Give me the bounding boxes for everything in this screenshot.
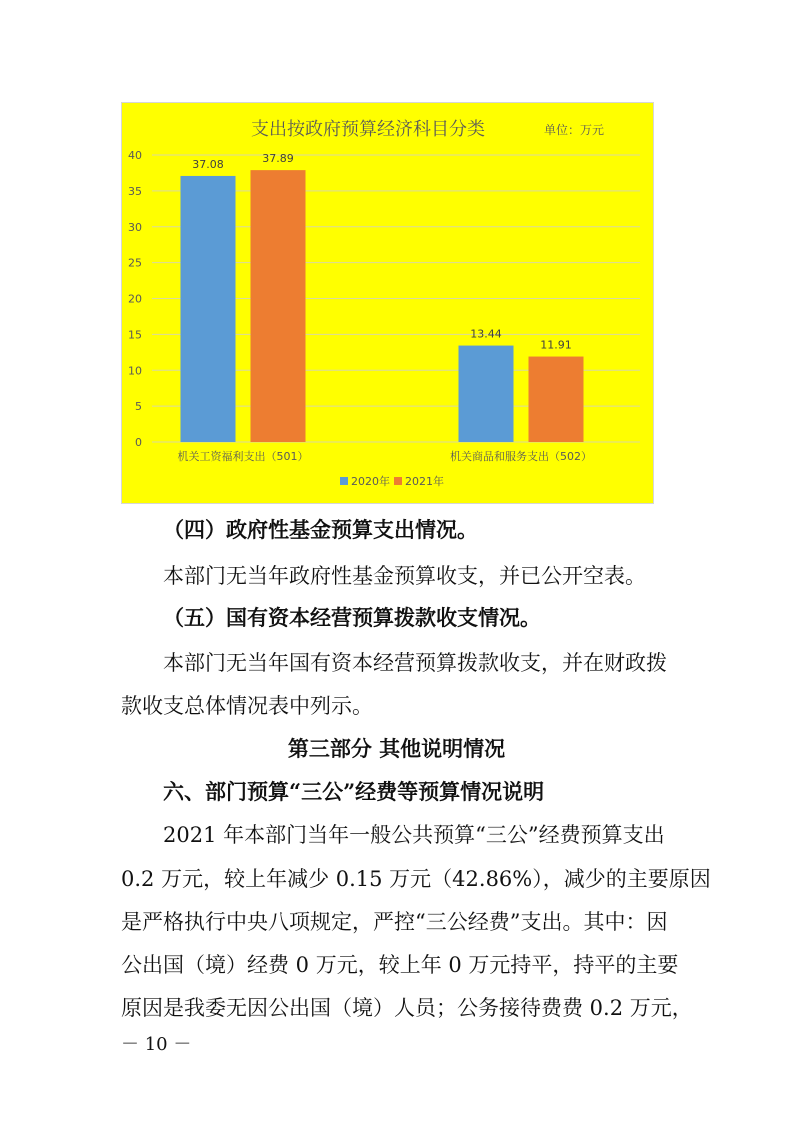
paragraph-section-5-line-2: 款收支总体情况表中列示。 xyxy=(121,694,373,718)
legend-label: 2021年 xyxy=(405,475,444,488)
category-label: 机关工资福利支出（501） xyxy=(177,450,309,463)
expenditure-bar-chart xyxy=(121,102,654,504)
y-tick-label: 25 xyxy=(128,256,142,270)
data-label: 13.44 xyxy=(470,327,502,341)
data-label: 37.89 xyxy=(262,152,294,166)
bar xyxy=(529,357,584,442)
chart-title: 支出按政府预算经济科目分类 xyxy=(251,119,485,140)
chart-svg xyxy=(122,103,655,505)
part-three-title: 第三部分 其他说明情况 xyxy=(287,736,506,761)
y-tick-label: 15 xyxy=(128,328,142,342)
paragraph-section-6-line-2: 0.2 万元，较上年减少 0.15 万元（42.86%），减少的主要原因 xyxy=(121,867,711,891)
y-tick-label: 10 xyxy=(128,364,142,378)
paragraph-section-6-line-1: 2021 年本部门当年一般公共预算“三公”经费预算支出 xyxy=(163,823,665,847)
legend-swatch xyxy=(340,477,348,485)
heading-section-4: （四）政府性基金预算支出情况。 xyxy=(163,517,478,542)
bar xyxy=(459,346,514,442)
bar xyxy=(181,176,236,442)
heading-section-6: 六、部门预算“三公”经费等预算情况说明 xyxy=(163,779,545,804)
paragraph-section-5-line-1: 本部门无当年国有资本经营预算拨款收支，并在财政拨 xyxy=(163,651,667,675)
page-number: － 10 － xyxy=(121,1034,192,1055)
paragraph-section-6-line-5: 原因是我委无因公出国（境）人员；公务接待费费 0.2 万元， xyxy=(121,996,693,1020)
data-label: 11.91 xyxy=(540,338,572,352)
legend-swatch xyxy=(394,477,402,485)
category-label: 机关商品和服务支出（502） xyxy=(450,450,592,463)
paragraph-section-4: 本部门无当年政府性基金预算收支，并已公开空表。 xyxy=(163,564,646,588)
y-tick-label: 30 xyxy=(128,220,142,234)
legend-label: 2020年 xyxy=(351,475,390,488)
paragraph-section-6-line-3: 是严格执行中央八项规定，严控“三公经费”支出。其中：因 xyxy=(121,910,668,934)
y-tick-label: 35 xyxy=(128,184,142,198)
heading-section-5: （五）国有资本经营预算拨款收支情况。 xyxy=(163,605,541,630)
y-tick-label: 5 xyxy=(135,400,142,414)
paragraph-section-6-line-4: 公出国（境）经费 0 万元，较上年 0 万元持平，持平的主要 xyxy=(121,953,679,977)
data-label: 37.08 xyxy=(192,157,224,171)
chart-unit-label: 单位：万元 xyxy=(544,123,605,137)
y-tick-label: 20 xyxy=(128,292,142,306)
y-tick-label: 0 xyxy=(135,436,142,449)
bar xyxy=(251,170,306,442)
y-tick-label: 40 xyxy=(128,149,142,162)
